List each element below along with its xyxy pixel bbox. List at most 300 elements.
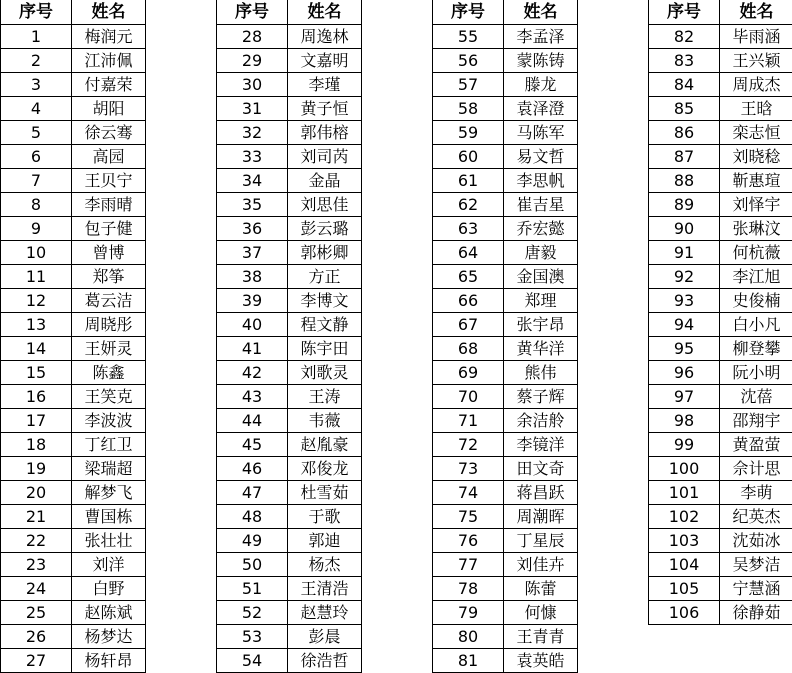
table-row xyxy=(216,193,362,217)
cell-number: 85 xyxy=(648,97,720,120)
table-row xyxy=(216,265,362,289)
table-row xyxy=(432,73,578,97)
cell-number: 2 xyxy=(0,49,72,72)
header-name: 姓名 xyxy=(72,0,146,24)
table-row xyxy=(0,121,146,145)
cell-name: 曾博 xyxy=(72,241,146,264)
cell-number: 23 xyxy=(0,553,72,576)
cell-number: 98 xyxy=(648,409,720,432)
cell-name: 周逸林 xyxy=(288,25,362,48)
cell-name: 王涛 xyxy=(288,385,362,408)
table-row xyxy=(0,289,146,313)
cell-number: 99 xyxy=(648,433,720,456)
cell-number: 29 xyxy=(216,49,288,72)
cell-name: 阮小明 xyxy=(720,361,792,384)
cell-name: 黄子恒 xyxy=(288,97,362,120)
cell-name: 江沛佩 xyxy=(72,49,146,72)
cell-name: 沈蓓 xyxy=(720,385,792,408)
cell-name: 金晶 xyxy=(288,169,362,192)
cell-name: 张琳汶 xyxy=(720,217,792,240)
cell-number: 55 xyxy=(432,25,504,48)
cell-name: 李瑾 xyxy=(288,73,362,96)
table-row xyxy=(432,241,578,265)
table-row xyxy=(216,649,362,673)
cell-name: 郑理 xyxy=(504,289,578,312)
table-row xyxy=(216,433,362,457)
table-row xyxy=(432,553,578,577)
cell-name: 胡阳 xyxy=(72,97,146,120)
table-row xyxy=(0,409,146,433)
table-row xyxy=(648,265,792,289)
table-row xyxy=(216,241,362,265)
table-row xyxy=(0,217,146,241)
table-row xyxy=(432,529,578,553)
table-row xyxy=(216,361,362,385)
table-row xyxy=(0,337,146,361)
table-row xyxy=(432,25,578,49)
cell-number: 3 xyxy=(0,73,72,96)
table-row xyxy=(432,169,578,193)
cell-name: 王笑克 xyxy=(72,385,146,408)
cell-number: 35 xyxy=(216,193,288,216)
table-row xyxy=(216,577,362,601)
table-row xyxy=(648,577,792,601)
cell-name: 陈蕾 xyxy=(504,577,578,600)
table-row xyxy=(216,169,362,193)
cell-number: 70 xyxy=(432,385,504,408)
table-row xyxy=(648,505,792,529)
cell-number: 90 xyxy=(648,217,720,240)
cell-name: 刘怿宇 xyxy=(720,193,792,216)
cell-name: 邓俊龙 xyxy=(288,457,362,480)
table-row xyxy=(0,97,146,121)
cell-number: 92 xyxy=(648,265,720,288)
cell-name: 余洁舲 xyxy=(504,409,578,432)
table-row xyxy=(432,49,578,73)
table-row xyxy=(0,241,146,265)
table-row xyxy=(216,289,362,313)
cell-number: 16 xyxy=(0,385,72,408)
cell-number: 9 xyxy=(0,217,72,240)
cell-name: 陈鑫 xyxy=(72,361,146,384)
cell-number: 5 xyxy=(0,121,72,144)
table-row xyxy=(432,649,578,673)
cell-name: 王妍灵 xyxy=(72,337,146,360)
table-row xyxy=(432,577,578,601)
cell-name: 曹国栋 xyxy=(72,505,146,528)
cell-number: 95 xyxy=(648,337,720,360)
cell-name: 宁慧涵 xyxy=(720,577,792,600)
cell-number: 71 xyxy=(432,409,504,432)
cell-name: 刘晓稔 xyxy=(720,145,792,168)
cell-name: 赵陈斌 xyxy=(72,601,146,624)
cell-number: 27 xyxy=(0,649,72,672)
table-row xyxy=(432,337,578,361)
table-block-2 xyxy=(216,0,362,673)
table-row xyxy=(648,601,792,625)
table-row xyxy=(0,553,146,577)
cell-name: 李镜洋 xyxy=(504,433,578,456)
cell-name: 徐云骞 xyxy=(72,121,146,144)
cell-name: 于歌 xyxy=(288,505,362,528)
cell-number: 10 xyxy=(0,241,72,264)
table-row xyxy=(432,457,578,481)
cell-number: 81 xyxy=(432,649,504,672)
cell-number: 84 xyxy=(648,73,720,96)
table-block-4 xyxy=(648,0,792,625)
table-row xyxy=(216,25,362,49)
cell-name: 李博文 xyxy=(288,289,362,312)
table-row xyxy=(648,25,792,49)
table-row xyxy=(648,73,792,97)
cell-number: 87 xyxy=(648,145,720,168)
cell-number: 36 xyxy=(216,217,288,240)
cell-name: 佘计思 xyxy=(720,457,792,480)
cell-number: 24 xyxy=(0,577,72,600)
cell-name: 袁英皓 xyxy=(504,649,578,672)
table-row xyxy=(648,145,792,169)
cell-name: 李雨晴 xyxy=(72,193,146,216)
table-row xyxy=(648,97,792,121)
table-row xyxy=(432,265,578,289)
cell-name: 纪英杰 xyxy=(720,505,792,528)
cell-number: 26 xyxy=(0,625,72,648)
cell-name: 王清浩 xyxy=(288,577,362,600)
cell-name: 李波波 xyxy=(72,409,146,432)
cell-number: 65 xyxy=(432,265,504,288)
cell-name: 蔡子辉 xyxy=(504,385,578,408)
cell-name: 文嘉明 xyxy=(288,49,362,72)
cell-name: 靳惠瑄 xyxy=(720,169,792,192)
cell-name: 栾志恒 xyxy=(720,121,792,144)
cell-name: 刘洋 xyxy=(72,553,146,576)
cell-number: 30 xyxy=(216,73,288,96)
cell-number: 41 xyxy=(216,337,288,360)
table-row xyxy=(432,409,578,433)
table-row xyxy=(0,145,146,169)
cell-number: 6 xyxy=(0,145,72,168)
cell-number: 39 xyxy=(216,289,288,312)
table-row xyxy=(432,97,578,121)
table-row xyxy=(648,193,792,217)
cell-name: 解梦飞 xyxy=(72,481,146,504)
table-row xyxy=(648,457,792,481)
cell-name: 黄华洋 xyxy=(504,337,578,360)
cell-name: 滕龙 xyxy=(504,73,578,96)
table-row xyxy=(648,385,792,409)
cell-name: 蒙陈铸 xyxy=(504,49,578,72)
cell-name: 郭彬卿 xyxy=(288,241,362,264)
table-row xyxy=(216,313,362,337)
table-row xyxy=(648,481,792,505)
cell-name: 李思帆 xyxy=(504,169,578,192)
cell-name: 黄盈萤 xyxy=(720,433,792,456)
cell-number: 54 xyxy=(216,649,288,672)
cell-number: 96 xyxy=(648,361,720,384)
cell-number: 56 xyxy=(432,49,504,72)
cell-name: 金国澳 xyxy=(504,265,578,288)
table-row xyxy=(648,433,792,457)
cell-number: 21 xyxy=(0,505,72,528)
cell-number: 32 xyxy=(216,121,288,144)
cell-name: 郭迪 xyxy=(288,529,362,552)
table-row xyxy=(0,169,146,193)
cell-number: 47 xyxy=(216,481,288,504)
cell-number: 4 xyxy=(0,97,72,120)
table-row xyxy=(216,217,362,241)
table-row xyxy=(432,145,578,169)
cell-name: 周潮晖 xyxy=(504,505,578,528)
cell-number: 74 xyxy=(432,481,504,504)
table-row xyxy=(216,49,362,73)
table-row xyxy=(0,361,146,385)
cell-number: 51 xyxy=(216,577,288,600)
cell-number: 62 xyxy=(432,193,504,216)
cell-number: 102 xyxy=(648,505,720,528)
table-row xyxy=(216,121,362,145)
table-row xyxy=(0,625,146,649)
table-row xyxy=(216,457,362,481)
cell-number: 40 xyxy=(216,313,288,336)
cell-name: 乔宏懿 xyxy=(504,217,578,240)
table-row xyxy=(432,217,578,241)
cell-number: 12 xyxy=(0,289,72,312)
table-row xyxy=(216,385,362,409)
table-row xyxy=(216,601,362,625)
cell-name: 葛云洁 xyxy=(72,289,146,312)
table-row xyxy=(648,169,792,193)
table-row xyxy=(216,97,362,121)
table-row xyxy=(0,433,146,457)
cell-number: 69 xyxy=(432,361,504,384)
table-row xyxy=(216,337,362,361)
cell-name: 袁泽澄 xyxy=(504,97,578,120)
cell-name: 丁红卫 xyxy=(72,433,146,456)
cell-number: 103 xyxy=(648,529,720,552)
cell-number: 89 xyxy=(648,193,720,216)
cell-number: 37 xyxy=(216,241,288,264)
cell-name: 沈茹冰 xyxy=(720,529,792,552)
cell-number: 68 xyxy=(432,337,504,360)
cell-number: 106 xyxy=(648,601,720,624)
cell-number: 72 xyxy=(432,433,504,456)
cell-name: 赵慧玲 xyxy=(288,601,362,624)
table-row xyxy=(0,193,146,217)
cell-name: 周成杰 xyxy=(720,73,792,96)
table-row xyxy=(648,529,792,553)
cell-number: 60 xyxy=(432,145,504,168)
cell-number: 34 xyxy=(216,169,288,192)
cell-number: 48 xyxy=(216,505,288,528)
cell-number: 1 xyxy=(0,25,72,48)
cell-name: 郑筝 xyxy=(72,265,146,288)
cell-name: 彭云璐 xyxy=(288,217,362,240)
table-header-row xyxy=(216,0,362,25)
cell-name: 刘歌灵 xyxy=(288,361,362,384)
table-row xyxy=(0,649,146,673)
table-row xyxy=(216,481,362,505)
cell-number: 44 xyxy=(216,409,288,432)
cell-number: 86 xyxy=(648,121,720,144)
cell-name: 杨轩昂 xyxy=(72,649,146,672)
cell-number: 64 xyxy=(432,241,504,264)
cell-name: 邵翔宇 xyxy=(720,409,792,432)
cell-name: 陈宇田 xyxy=(288,337,362,360)
table-header-row xyxy=(648,0,792,25)
cell-name: 吴梦洁 xyxy=(720,553,792,576)
cell-number: 61 xyxy=(432,169,504,192)
cell-name: 刘佳卉 xyxy=(504,553,578,576)
cell-name: 王兴颖 xyxy=(720,49,792,72)
cell-name: 赵胤豪 xyxy=(288,433,362,456)
table-row xyxy=(0,385,146,409)
cell-name: 郭伟榕 xyxy=(288,121,362,144)
table-row xyxy=(0,601,146,625)
table-row xyxy=(648,121,792,145)
table-row xyxy=(648,337,792,361)
cell-name: 徐静茹 xyxy=(720,601,792,624)
cell-number: 59 xyxy=(432,121,504,144)
cell-number: 79 xyxy=(432,601,504,624)
cell-name: 熊伟 xyxy=(504,361,578,384)
table-row xyxy=(432,481,578,505)
cell-number: 82 xyxy=(648,25,720,48)
cell-number: 25 xyxy=(0,601,72,624)
cell-name: 王青青 xyxy=(504,625,578,648)
cell-name: 史俊楠 xyxy=(720,289,792,312)
cell-name: 李萌 xyxy=(720,481,792,504)
table-row xyxy=(0,49,146,73)
cell-number: 50 xyxy=(216,553,288,576)
cell-name: 程文静 xyxy=(288,313,362,336)
table-header-row xyxy=(0,0,146,25)
table-block-3 xyxy=(432,0,578,673)
cell-number: 46 xyxy=(216,457,288,480)
table-row xyxy=(216,505,362,529)
table-row xyxy=(432,625,578,649)
table-row xyxy=(648,553,792,577)
cell-name: 杜雪茹 xyxy=(288,481,362,504)
cell-number: 83 xyxy=(648,49,720,72)
cell-number: 17 xyxy=(0,409,72,432)
cell-name: 易文哲 xyxy=(504,145,578,168)
cell-number: 75 xyxy=(432,505,504,528)
cell-number: 8 xyxy=(0,193,72,216)
table-row xyxy=(432,289,578,313)
table-row xyxy=(648,313,792,337)
cell-number: 77 xyxy=(432,553,504,576)
table-row xyxy=(0,577,146,601)
cell-name: 柳登攀 xyxy=(720,337,792,360)
cell-number: 28 xyxy=(216,25,288,48)
cell-number: 93 xyxy=(648,289,720,312)
cell-number: 14 xyxy=(0,337,72,360)
header-name: 姓名 xyxy=(288,0,362,24)
cell-number: 52 xyxy=(216,601,288,624)
cell-name: 何杭薇 xyxy=(720,241,792,264)
cell-name: 张壮壮 xyxy=(72,529,146,552)
cell-name: 徐浩哲 xyxy=(288,649,362,672)
cell-number: 76 xyxy=(432,529,504,552)
cell-number: 88 xyxy=(648,169,720,192)
cell-name: 李江旭 xyxy=(720,265,792,288)
cell-number: 31 xyxy=(216,97,288,120)
cell-name: 杨梦达 xyxy=(72,625,146,648)
cell-number: 33 xyxy=(216,145,288,168)
table-row xyxy=(216,553,362,577)
cell-number: 57 xyxy=(432,73,504,96)
cell-number: 53 xyxy=(216,625,288,648)
table-block-1 xyxy=(0,0,146,673)
header-number: 序号 xyxy=(216,0,288,24)
table-row xyxy=(0,481,146,505)
table-row xyxy=(216,145,362,169)
header-name: 姓名 xyxy=(504,0,578,24)
cell-name: 丁星辰 xyxy=(504,529,578,552)
cell-name: 梁瑞超 xyxy=(72,457,146,480)
table-row xyxy=(432,385,578,409)
cell-name: 马陈军 xyxy=(504,121,578,144)
cell-number: 11 xyxy=(0,265,72,288)
table-row xyxy=(216,529,362,553)
table-row xyxy=(648,241,792,265)
cell-name: 韦薇 xyxy=(288,409,362,432)
cell-name: 彭晨 xyxy=(288,625,362,648)
cell-name: 高园 xyxy=(72,145,146,168)
table-row xyxy=(432,601,578,625)
table-row xyxy=(432,193,578,217)
cell-number: 18 xyxy=(0,433,72,456)
cell-number: 66 xyxy=(432,289,504,312)
cell-number: 80 xyxy=(432,625,504,648)
table-row xyxy=(0,505,146,529)
cell-name: 白小凡 xyxy=(720,313,792,336)
cell-name: 刘思佳 xyxy=(288,193,362,216)
cell-number: 45 xyxy=(216,433,288,456)
cell-name: 蒋昌跃 xyxy=(504,481,578,504)
cell-number: 63 xyxy=(432,217,504,240)
cell-number: 42 xyxy=(216,361,288,384)
table-row xyxy=(0,313,146,337)
cell-number: 94 xyxy=(648,313,720,336)
header-number: 序号 xyxy=(432,0,504,24)
cell-name: 杨杰 xyxy=(288,553,362,576)
table-row xyxy=(432,121,578,145)
cell-name: 李孟泽 xyxy=(504,25,578,48)
cell-name: 包子健 xyxy=(72,217,146,240)
cell-number: 73 xyxy=(432,457,504,480)
cell-number: 67 xyxy=(432,313,504,336)
cell-name: 周晓彤 xyxy=(72,313,146,336)
table-row xyxy=(0,25,146,49)
cell-name: 毕雨涵 xyxy=(720,25,792,48)
cell-name: 唐毅 xyxy=(504,241,578,264)
table-row xyxy=(432,433,578,457)
cell-number: 13 xyxy=(0,313,72,336)
table-row xyxy=(648,289,792,313)
cell-name: 田文奇 xyxy=(504,457,578,480)
table-row xyxy=(0,457,146,481)
table-row xyxy=(0,73,146,97)
cell-number: 15 xyxy=(0,361,72,384)
cell-name: 张宇昂 xyxy=(504,313,578,336)
cell-number: 7 xyxy=(0,169,72,192)
cell-name: 崔吉星 xyxy=(504,193,578,216)
table-row xyxy=(432,505,578,529)
cell-number: 100 xyxy=(648,457,720,480)
table-row xyxy=(648,49,792,73)
cell-name: 王贝宁 xyxy=(72,169,146,192)
